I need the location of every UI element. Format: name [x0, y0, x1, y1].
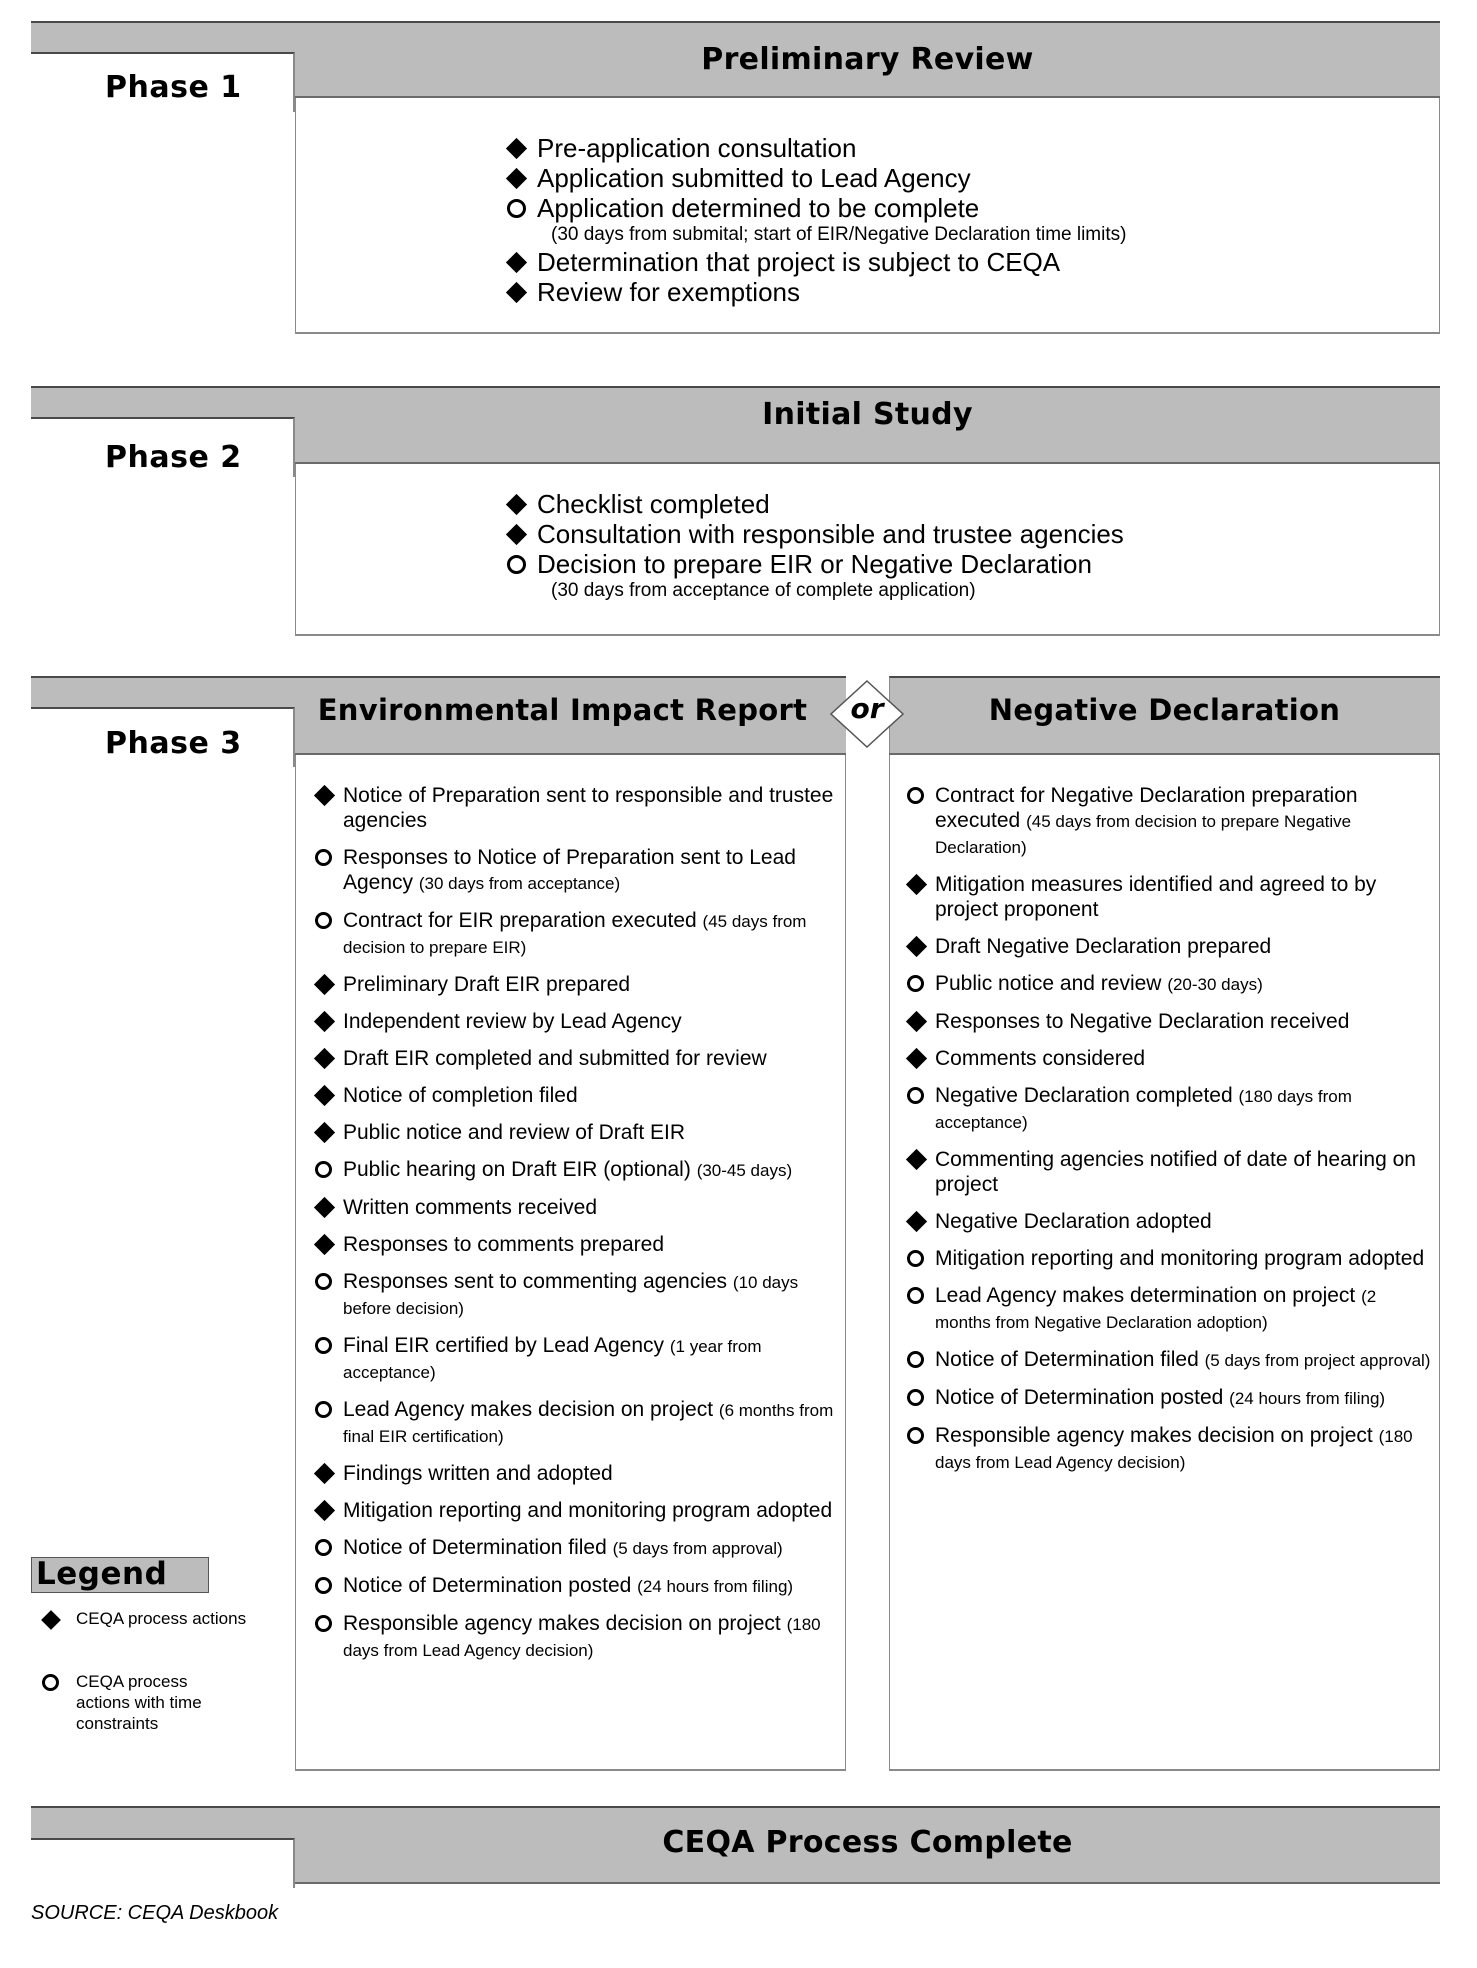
- list-item: [905, 1246, 1435, 1271]
- final-step: [31, 1838, 295, 1888]
- list-item-text: Pre-application consultation: [537, 133, 857, 163]
- list-item: [905, 971, 1435, 997]
- list-item-note: (20-30 days): [1167, 975, 1263, 994]
- list-item-text: Findings written and adopted: [343, 1462, 613, 1485]
- list-item: [313, 1009, 838, 1034]
- diamond-icon: [314, 785, 335, 806]
- list-item: [505, 549, 1124, 579]
- list-item: [905, 1385, 1435, 1411]
- list-item: [905, 1046, 1435, 1071]
- list-item-text: Mitigation measures identified and agreed to by project proponent: [935, 873, 1377, 921]
- diamond-icon: [506, 282, 527, 303]
- list-item-text: Contract for EIR preparation executed: [343, 909, 697, 932]
- phase3-label: Phase 3: [105, 726, 242, 761]
- list-item: [505, 277, 1126, 307]
- list-item: [313, 1573, 838, 1599]
- list-item-text: Application determined to be complete: [537, 193, 980, 223]
- list-item-note: (30 days from acceptance): [418, 874, 621, 893]
- circle-icon: [315, 1161, 332, 1178]
- list-item-text: Draft Negative Declaration prepared: [935, 935, 1272, 958]
- list-item-text: Notice of completion filed: [343, 1084, 578, 1107]
- list-item-text: Public notice and review: [935, 972, 1162, 995]
- circle-icon: [507, 199, 526, 218]
- list-item-text: Public notice and review of Draft EIR: [343, 1121, 685, 1144]
- diamond-icon: [906, 1211, 927, 1232]
- list-item: [313, 1120, 838, 1145]
- list-item: [313, 1083, 838, 1108]
- list-item-text: Decision to prepare EIR or Negative Declaration: [537, 549, 1092, 579]
- list-item: [313, 1269, 838, 1321]
- list-item-note: (30-45 days): [696, 1161, 793, 1180]
- list-item: [905, 783, 1435, 860]
- list-item-text: Commenting agencies notified of date of hearing on project: [935, 1148, 1416, 1196]
- list-item-note: (10 days before decision): [343, 1273, 799, 1318]
- diamond-icon: [314, 1085, 335, 1106]
- circle-icon: [507, 555, 526, 574]
- or-connector: [830, 680, 904, 748]
- circle-icon: [315, 1577, 332, 1594]
- diamond-icon: [906, 1011, 927, 1032]
- circle-icon: [315, 1539, 332, 1556]
- list-item-text: Preliminary Draft EIR prepared: [343, 973, 631, 996]
- list-item-text: Negative Declaration adopted: [935, 1210, 1212, 1233]
- list-item-note: (180 days from Lead Agency decision): [343, 1615, 821, 1660]
- phase1-label: Phase 1: [105, 70, 242, 105]
- or-label: or: [850, 692, 884, 725]
- list-item: [905, 1083, 1435, 1135]
- list-item: [905, 934, 1435, 959]
- list-item: [313, 972, 838, 997]
- diamond-icon: [506, 524, 527, 545]
- list-item-note: (45 days from decision to prepare EIR): [343, 912, 807, 957]
- diamond-icon: [506, 168, 527, 189]
- list-item: [313, 1046, 838, 1071]
- circle-icon: [315, 1273, 332, 1290]
- legend-item-time-constraints: [40, 1671, 240, 1734]
- list-item: [313, 908, 838, 960]
- list-item: [905, 1147, 1435, 1197]
- list-item-text: Notice of Determination posted: [343, 1574, 632, 1597]
- list-item: [313, 1157, 838, 1183]
- diamond-icon: [906, 874, 927, 895]
- circle-icon: [907, 975, 924, 992]
- list-item-text: Written comments received: [343, 1196, 598, 1219]
- list-item: [905, 1347, 1435, 1373]
- list-item-note: (1 year from acceptance): [343, 1337, 762, 1382]
- circle-icon: [42, 1674, 59, 1691]
- list-item-text: Mitigation reporting and monitoring program adopted: [935, 1247, 1425, 1270]
- list-item-note: (24 hours from filing): [637, 1577, 794, 1596]
- list-item-note: (180 days from acceptance): [935, 1087, 1352, 1132]
- list-item-text: Lead Agency makes determination on project: [935, 1284, 1356, 1307]
- list-item-note: (45 days from decision to prepare Negative Declaration): [935, 812, 1352, 857]
- legend-title: Legend: [31, 1557, 209, 1593]
- list-item-text: Responses to comments prepared: [343, 1233, 664, 1256]
- list-item: [505, 247, 1126, 277]
- list-item: [313, 845, 838, 896]
- diamond-icon: [506, 138, 527, 159]
- list-item: [313, 1232, 838, 1257]
- circle-icon: [315, 1401, 332, 1418]
- list-item: [905, 1009, 1435, 1034]
- list-item-text: Responsible agency makes decision on project: [343, 1612, 781, 1635]
- list-item-text: Notice of Preparation sent to responsible and trustee agencies: [343, 784, 834, 832]
- list-item-note: (5 days from project approval): [1204, 1351, 1431, 1370]
- diamond-icon: [506, 252, 527, 273]
- list-item: [905, 1423, 1435, 1475]
- source-credit: SOURCE: CEQA Deskbook: [31, 1902, 279, 1924]
- diamond-icon: [506, 494, 527, 515]
- list-item: [505, 133, 1126, 163]
- phase1-list: [505, 133, 1126, 307]
- diamond-icon: [314, 1197, 335, 1218]
- list-item-text: Notice of Determination filed: [935, 1348, 1199, 1371]
- legend-item-label: CEQA process actions with time constraints: [76, 1672, 202, 1733]
- phase2-list: [505, 489, 1124, 603]
- list-item: [313, 1535, 838, 1561]
- circle-icon: [907, 787, 924, 804]
- circle-icon: [907, 1087, 924, 1104]
- list-item-note: (30 days from submital; start of EIR/Negative Declaration time limits): [551, 224, 1127, 245]
- list-item-text: Public hearing on Draft EIR (optional): [343, 1158, 691, 1181]
- list-item-text: Comments considered: [935, 1047, 1146, 1070]
- list-item-text: Lead Agency makes decision on project: [343, 1398, 714, 1421]
- eir-title: Environmental Impact Report: [317, 693, 808, 727]
- list-item: [905, 1209, 1435, 1234]
- list-item-text: Notice of Determination filed: [343, 1536, 607, 1559]
- list-item-text: Responses to Negative Declaration received: [935, 1010, 1350, 1033]
- diamond-icon: [314, 1048, 335, 1069]
- list-item-text: Determination that project is subject to CEQA: [537, 247, 1061, 277]
- list-item-text: Responsible agency makes decision on project: [935, 1424, 1373, 1447]
- list-item-text: Independent review by Lead Agency: [343, 1010, 682, 1033]
- circle-icon: [907, 1250, 924, 1267]
- list-item-note: (2 months from Negative Declaration adoption): [935, 1287, 1377, 1332]
- list-item-text: Responses to Notice of Preparation sent to Lead Agency: [343, 846, 796, 894]
- list-item: [505, 489, 1124, 519]
- diamond-icon: [314, 1122, 335, 1143]
- circle-icon: [315, 912, 332, 929]
- diamond-icon: [314, 1234, 335, 1255]
- list-item-text: Review for exemptions: [537, 277, 800, 307]
- circle-icon: [907, 1389, 924, 1406]
- phase2-label: Phase 2: [105, 440, 242, 475]
- list-item-note: (30 days from acceptance of complete application): [551, 580, 976, 601]
- list-item-text: Mitigation reporting and monitoring program adopted: [343, 1499, 833, 1522]
- diamond-icon: [314, 1463, 335, 1484]
- diamond-icon: [314, 1500, 335, 1521]
- list-item: [313, 1461, 838, 1486]
- negdec-title: Negative Declaration: [988, 693, 1341, 727]
- list-item: [505, 163, 1126, 193]
- list-item-text: Application submitted to Lead Agency: [537, 163, 971, 193]
- list-item-note: (180 days from Lead Agency decision): [935, 1427, 1413, 1472]
- list-item: [313, 1333, 838, 1385]
- list-item-text: Negative Declaration completed: [935, 1084, 1233, 1107]
- negdec-list: [905, 783, 1435, 1487]
- list-item: [905, 872, 1435, 922]
- list-item-text: Draft EIR completed and submitted for review: [343, 1047, 767, 1070]
- list-item: [905, 1283, 1435, 1335]
- list-item: [313, 783, 838, 833]
- list-item-text: Contract for Negative Declaration preparation executed: [935, 784, 1358, 832]
- diamond-icon: [906, 1149, 927, 1170]
- diamond-icon: [314, 1011, 335, 1032]
- list-item-text: Notice of Determination posted: [935, 1386, 1224, 1409]
- phase2-title: Initial Study: [762, 397, 973, 432]
- circle-icon: [315, 1615, 332, 1632]
- list-item: [313, 1195, 838, 1220]
- list-item-text: Checklist completed: [537, 489, 770, 519]
- list-item-note: (24 hours from filing): [1229, 1389, 1386, 1408]
- list-item-text: Responses sent to commenting agencies: [343, 1270, 728, 1293]
- circle-icon: [907, 1427, 924, 1444]
- diamond-icon: [906, 1048, 927, 1069]
- list-item-note: (5 days from approval): [612, 1539, 783, 1558]
- circle-icon: [907, 1351, 924, 1368]
- list-item-text: Consultation with responsible and trustee agencies: [537, 519, 1124, 549]
- list-item-note: (6 months from final EIR certification): [343, 1401, 834, 1446]
- list-item: [313, 1498, 838, 1523]
- legend-item-label: CEQA process actions: [76, 1609, 247, 1628]
- list-item: [313, 1397, 838, 1449]
- list-item-text: Final EIR certified by Lead Agency: [343, 1334, 665, 1357]
- circle-icon: [315, 849, 332, 866]
- phase1-title: Preliminary Review: [701, 42, 1034, 77]
- list-item: [313, 1611, 838, 1663]
- eir-list: [313, 783, 838, 1675]
- final-title: CEQA Process Complete: [662, 1825, 1073, 1860]
- diamond-icon: [906, 936, 927, 957]
- diamond-icon: [41, 1610, 61, 1630]
- circle-icon: [907, 1287, 924, 1304]
- circle-icon: [315, 1337, 332, 1354]
- list-item: [505, 193, 1126, 223]
- diamond-icon: [314, 974, 335, 995]
- legend-item-actions: [40, 1608, 250, 1629]
- list-item: [505, 519, 1124, 549]
